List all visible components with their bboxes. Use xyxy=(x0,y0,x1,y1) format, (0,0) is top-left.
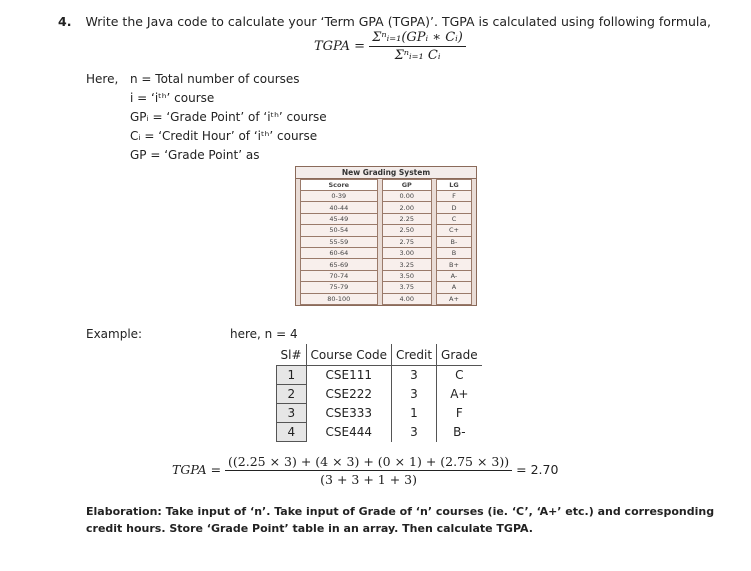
course-cell: C xyxy=(455,368,464,383)
grading-row xyxy=(296,282,476,293)
course-cell: F xyxy=(455,406,463,420)
grading-cell: 4.00 xyxy=(382,293,431,304)
example-label: Example: xyxy=(86,327,143,341)
grading-row xyxy=(296,236,476,247)
elaboration-text: Elaboration: Take input of ‘n’. Take input of Grade of ‘n’ courses (ie. ‘C’, ‘A+’ etc.) and corresponding credit hours. Store ‘Grade Point’ table in an array. Then calculate TGPA. xyxy=(86,505,715,535)
grading-cell: 40-44 xyxy=(301,202,378,213)
grading-row xyxy=(296,213,476,224)
example-n: here, n = 4 xyxy=(230,327,298,341)
formula-denominator: Σⁿᵢ₌₁ Cᵢ xyxy=(394,48,441,63)
grading-cell: 3.75 xyxy=(382,282,431,293)
grading-row xyxy=(296,202,476,213)
definitions xyxy=(86,70,327,165)
formula-numerator: Σⁿᵢ₌₁(GPᵢ ∗ Cᵢ) xyxy=(369,30,466,47)
course-cell: 3 xyxy=(391,385,436,404)
course-cell: A+ xyxy=(450,387,469,401)
grading-cell: 70-74 xyxy=(301,270,378,281)
course-header: Grade xyxy=(437,344,482,366)
definition-item: Cᵢ = ‘Credit Hour’ of ‘iᵗʰ’ course xyxy=(130,129,318,143)
grading-cell: 3.00 xyxy=(382,247,431,258)
grading-cell: 0.00 xyxy=(382,191,431,202)
grading-system-table xyxy=(295,166,477,306)
tgpa-formula xyxy=(314,30,466,63)
grading-cell: A- xyxy=(436,270,471,281)
course-cell: B- xyxy=(453,425,466,439)
grading-row xyxy=(296,191,476,202)
grading-cell: 0-39 xyxy=(301,191,378,202)
course-cell: CSE444 xyxy=(306,423,391,442)
course-table xyxy=(276,344,482,442)
course-header: Credit xyxy=(391,344,436,366)
grading-cell: 60-64 xyxy=(301,247,378,258)
question-line xyxy=(58,14,711,29)
course-row xyxy=(277,385,482,404)
course-row xyxy=(277,404,482,423)
grading-cell: A+ xyxy=(436,293,471,304)
definition-item: n = Total number of courses xyxy=(130,72,300,86)
grading-cell: 2.00 xyxy=(382,202,431,213)
course-header: Course Code xyxy=(306,344,391,366)
grading-cell: 50-54 xyxy=(301,225,378,236)
grading-cell: B- xyxy=(436,236,471,247)
grading-cell: F xyxy=(436,191,471,202)
grading-row xyxy=(296,247,476,258)
calc-lhs: TGPA = xyxy=(172,462,222,477)
grading-cell: 45-49 xyxy=(301,213,378,224)
here-label: Here, xyxy=(86,72,119,86)
grading-row xyxy=(296,293,476,304)
formula-lhs: TGPA = xyxy=(314,39,366,54)
grading-row xyxy=(296,270,476,281)
grading-row xyxy=(296,225,476,236)
course-header: Sl# xyxy=(277,344,307,366)
formula-fraction xyxy=(369,30,466,63)
grading-cell: C+ xyxy=(436,225,471,236)
grading-cell: C xyxy=(436,213,471,224)
grading-header: Score xyxy=(301,180,378,191)
course-cell: CSE222 xyxy=(306,385,391,404)
grading-header: GP xyxy=(382,180,431,191)
course-cell: 4 xyxy=(277,423,307,442)
course-cell: 1 xyxy=(277,366,307,385)
course-row xyxy=(277,366,482,385)
definition-item: GP = ‘Grade Point’ as xyxy=(130,148,260,162)
grading-cell: 80-100 xyxy=(301,293,378,304)
grading-cell: A xyxy=(436,282,471,293)
grading-cell: B xyxy=(436,247,471,258)
course-row xyxy=(277,423,482,442)
definition-item: i = ‘iᵗʰ’ course xyxy=(130,91,215,105)
course-cell: 1 xyxy=(391,404,436,423)
grading-cell: 3.50 xyxy=(382,270,431,281)
calc-fraction xyxy=(225,454,512,487)
grading-cell: B+ xyxy=(436,259,471,270)
grading-cell: 55-59 xyxy=(301,236,378,247)
calc-result: = 2.70 xyxy=(516,462,559,477)
calc-numerator: ((2.25 × 3) + (4 × 3) + (0 × 1) + (2.75 × 3)) xyxy=(225,454,512,471)
course-cell: CSE333 xyxy=(306,404,391,423)
question-number: 4. xyxy=(58,14,72,29)
grading-cell: 3.25 xyxy=(382,259,431,270)
course-cell: 3 xyxy=(277,404,307,423)
definition-item: GPᵢ = ‘Grade Point’ of ‘iᵗʰ’ course xyxy=(130,110,327,124)
course-cell: 2 xyxy=(277,385,307,404)
grading-cell: 65-69 xyxy=(301,259,378,270)
grading-title: New Grading System xyxy=(296,167,476,179)
grading-cell: D xyxy=(436,202,471,213)
grading-cell: 2.25 xyxy=(382,213,431,224)
course-cell: CSE111 xyxy=(306,366,391,385)
grading-cell: 75-79 xyxy=(301,282,378,293)
question-text: Write the Java code to calculate your ‘Term GPA (TGPA)’. TGPA is calculated using following formula, xyxy=(85,14,712,29)
calc-denominator: (3 + 3 + 1 + 3) xyxy=(320,472,417,487)
grading-row xyxy=(296,259,476,270)
grading-cell: 2.75 xyxy=(382,236,431,247)
grading-header: LG xyxy=(436,180,471,191)
grading-cell: 2.50 xyxy=(382,225,431,236)
tgpa-calculation xyxy=(172,454,558,487)
course-cell: 3 xyxy=(391,423,436,442)
course-cell: 3 xyxy=(391,366,436,385)
